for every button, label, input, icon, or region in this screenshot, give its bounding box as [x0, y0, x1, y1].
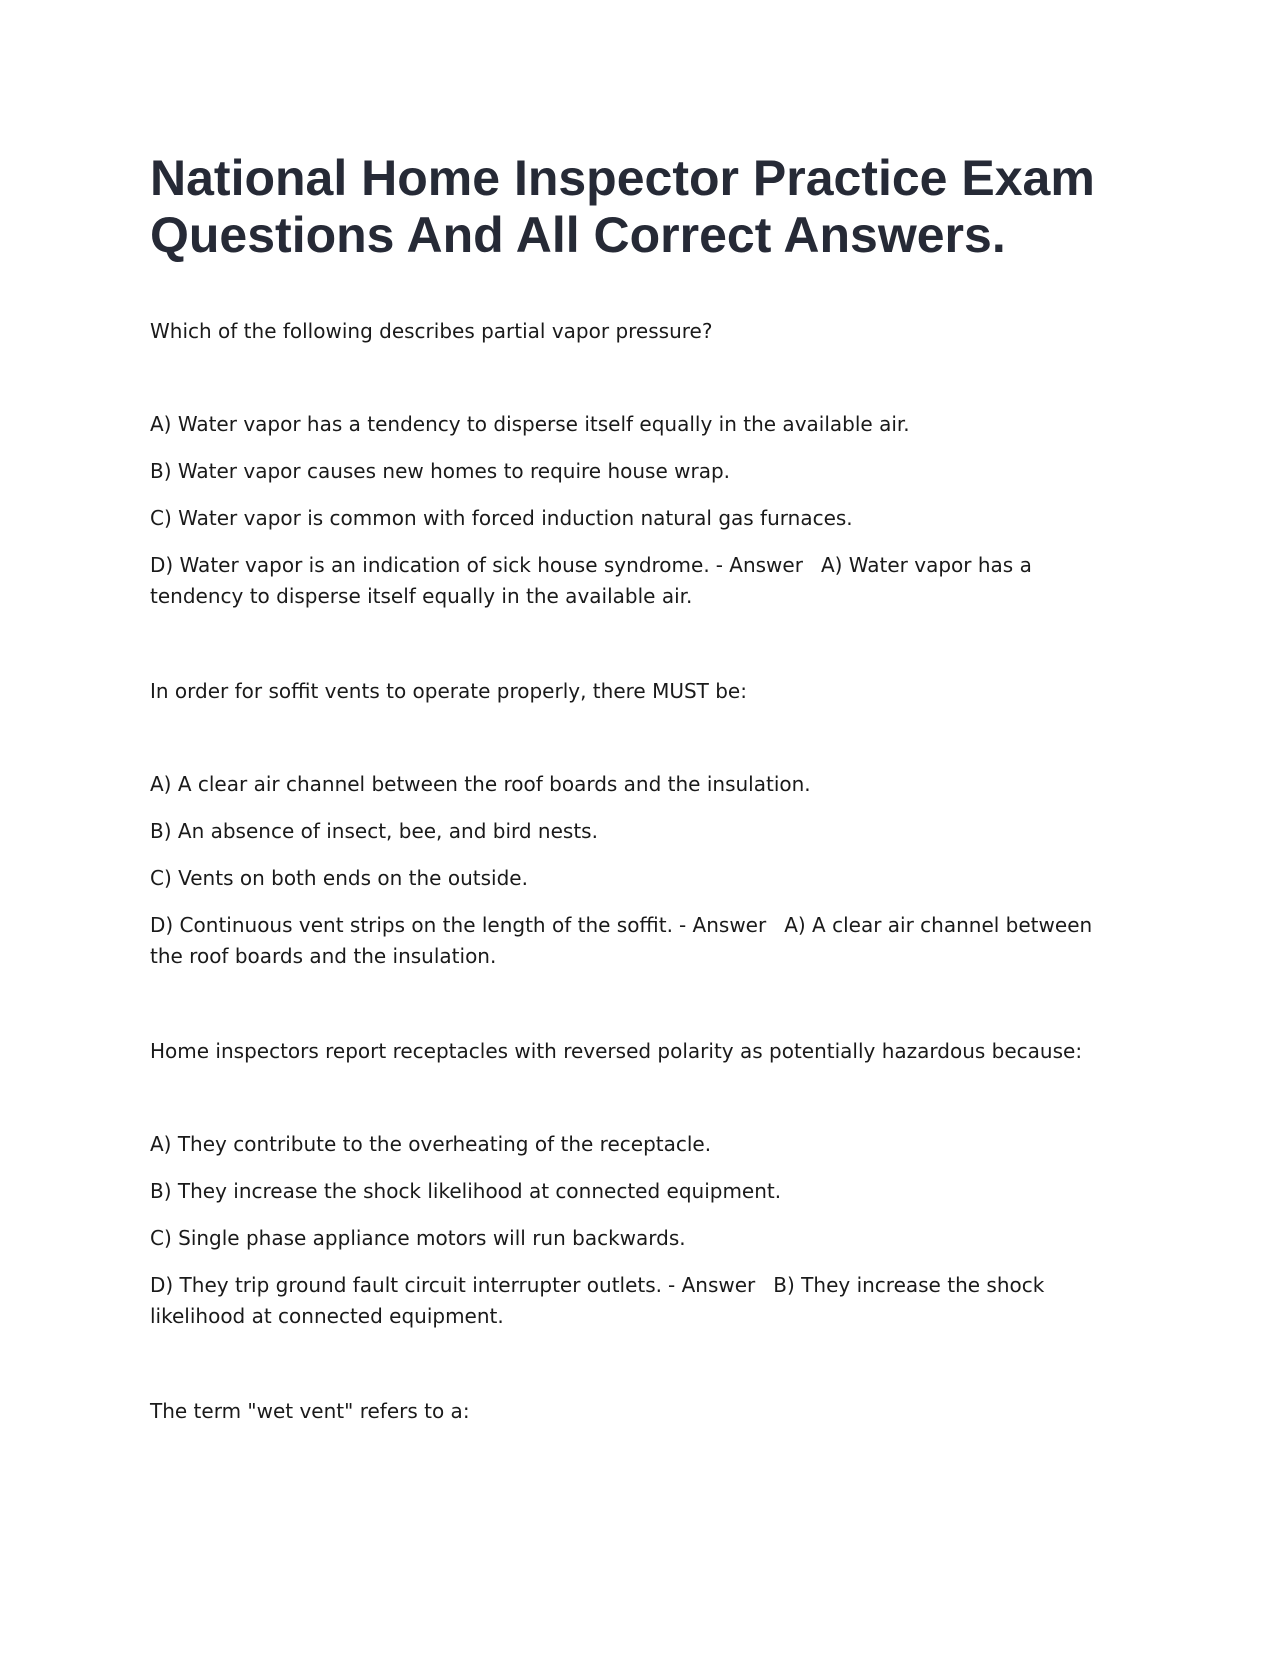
correct-answer: A) Water vapor has a tendency to disperse itself equally in the available air.	[150, 553, 1032, 608]
option-c: C) Vents on both ends on the outside.	[150, 866, 528, 890]
question-4	[150, 1396, 1130, 1427]
option-d-with-answer	[150, 910, 1130, 972]
question-text: Home inspectors report receptacles with reversed polarity as potentially hazardous because:	[150, 1039, 1083, 1063]
option-d-with-answer	[150, 1270, 1130, 1332]
answer-options	[150, 1129, 1130, 1332]
question-text: In order for soffit vents to operate properly, there MUST be:	[150, 679, 747, 703]
option-d: D) Continuous vent strips on the length of the soffit.	[150, 913, 673, 937]
question-3	[150, 1036, 1130, 1332]
question-text: The term "wet vent" refers to a:	[150, 1399, 470, 1423]
question-text: Which of the following describes partial vapor pressure?	[150, 319, 713, 343]
answer-options	[150, 409, 1130, 612]
answer-label: - Answer	[715, 553, 803, 577]
option-c: C) Water vapor is common with forced induction natural gas furnaces.	[150, 506, 853, 530]
option-b: B) Water vapor causes new homes to require house wrap.	[150, 459, 731, 483]
option-d: D) They trip ground fault circuit interrupter outlets.	[150, 1273, 663, 1297]
question-1	[150, 316, 1130, 612]
option-a: A) Water vapor has a tendency to disperse itself equally in the available air.	[150, 412, 910, 436]
option-d: D) Water vapor is an indication of sick house syndrome.	[150, 553, 710, 577]
option-a: A) They contribute to the overheating of the receptacle.	[150, 1132, 712, 1156]
answer-label: - Answer	[668, 1273, 756, 1297]
answer-label: - Answer	[678, 913, 767, 937]
correct-answer: A) A clear air channel between the roof boards and the insulation.	[150, 913, 1093, 968]
option-b: B) An absence of insect, bee, and bird nests.	[150, 819, 598, 843]
document-page	[150, 150, 1130, 1427]
question-2	[150, 676, 1130, 972]
option-a: A) A clear air channel between the roof boards and the insulation.	[150, 772, 811, 796]
document-title	[150, 150, 1130, 264]
document-title-line-2: Questions And All Correct Answers.	[150, 207, 1006, 263]
answer-options	[150, 769, 1130, 972]
option-b: B) They increase the shock likelihood at connected equipment.	[150, 1179, 782, 1203]
option-d-with-answer	[150, 550, 1130, 612]
option-c: C) Single phase appliance motors will run backwards.	[150, 1226, 686, 1250]
document-title-line-1: National Home Inspector Practice Exam	[150, 150, 1095, 206]
correct-answer: B) They increase the shock likelihood at connected equipment.	[150, 1273, 1045, 1328]
